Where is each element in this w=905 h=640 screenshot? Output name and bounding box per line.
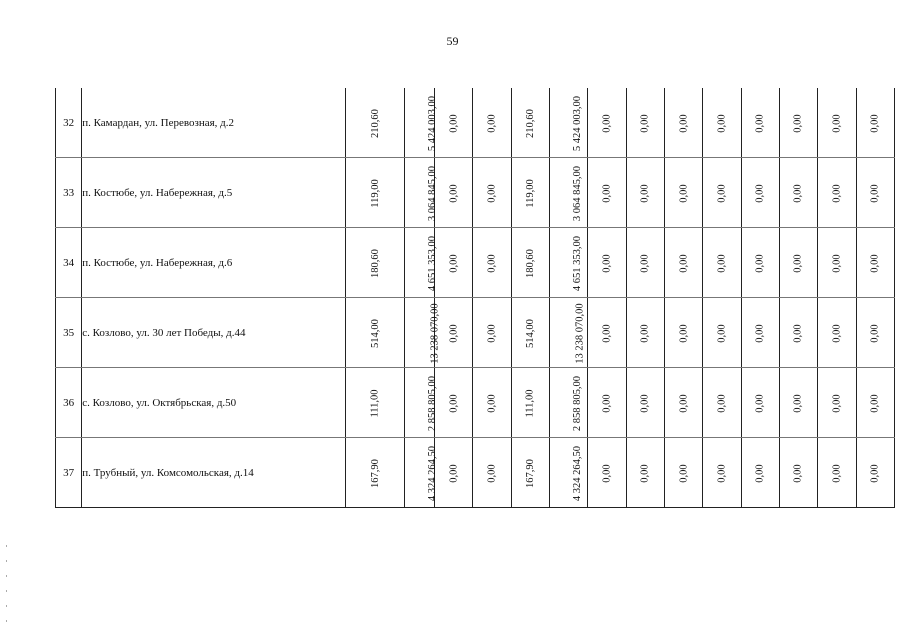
value-text: 0,00 <box>716 253 728 273</box>
value-cell <box>404 88 438 158</box>
value-cell <box>856 298 894 368</box>
value-text: 0,00 <box>831 113 843 133</box>
value-text: 0,00 <box>639 183 651 203</box>
value-cell <box>511 228 549 298</box>
value-cell <box>665 298 703 368</box>
value-text: 111,00 <box>524 388 536 418</box>
value-cell <box>511 298 549 368</box>
value-text: 0,00 <box>793 113 805 133</box>
value-text: 0,00 <box>639 323 651 343</box>
value-text: 0,00 <box>486 323 498 343</box>
value-cell <box>818 438 856 508</box>
value-cell <box>665 228 703 298</box>
value-text: 180,60 <box>369 248 381 278</box>
value-cell <box>626 158 664 228</box>
value-text: 0,00 <box>486 183 498 203</box>
value-cell <box>741 368 779 438</box>
value-cell <box>741 158 779 228</box>
value-text: 0,00 <box>448 253 460 273</box>
value-cell <box>473 368 511 438</box>
value-text: 119,00 <box>524 178 536 208</box>
value-cell <box>626 88 664 158</box>
value-text: 0,00 <box>601 323 613 343</box>
value-text: 3 064 845,00 <box>572 165 584 221</box>
value-text: 0,00 <box>793 393 805 413</box>
table-row <box>56 438 895 508</box>
value-cell <box>435 368 473 438</box>
row-number: 36 <box>56 368 82 438</box>
row-number: 34 <box>56 228 82 298</box>
value-text: 0,00 <box>639 113 651 133</box>
value-cell <box>626 228 664 298</box>
value-cell <box>856 228 894 298</box>
value-cell <box>779 88 817 158</box>
value-cell <box>511 438 549 508</box>
address-cell: п. Трубный, ул. Комсомольская, д.14 <box>82 438 346 508</box>
value-text: 0,00 <box>678 183 690 203</box>
value-cell <box>473 298 511 368</box>
value-text: 5 424 003,00 <box>426 95 438 151</box>
value-text: 0,00 <box>448 323 460 343</box>
table-row <box>56 298 895 368</box>
value-text: 5 424 003,00 <box>572 95 584 151</box>
value-text: 0,00 <box>678 463 690 483</box>
value-cell <box>588 368 626 438</box>
value-text: 3 064 845,00 <box>426 165 438 221</box>
value-cell <box>346 368 404 438</box>
value-cell <box>741 228 779 298</box>
value-cell <box>346 88 404 158</box>
value-text: 0,00 <box>869 463 881 483</box>
value-text: 0,00 <box>754 463 766 483</box>
value-text: 0,00 <box>869 323 881 343</box>
value-text: 119,00 <box>369 178 381 208</box>
address-cell: с. Козлово, ул. 30 лет Победы, д.44 <box>82 298 346 368</box>
value-cell <box>703 438 741 508</box>
value-cell <box>626 438 664 508</box>
row-number: 32 <box>56 88 82 158</box>
value-text: 2 858 805,00 <box>572 375 584 431</box>
value-text: 0,00 <box>831 183 843 203</box>
value-cell <box>550 158 588 228</box>
value-text: 0,00 <box>754 183 766 203</box>
value-text: 0,00 <box>601 253 613 273</box>
value-cell <box>779 438 817 508</box>
value-text: 167,90 <box>369 458 381 488</box>
value-text: 0,00 <box>448 393 460 413</box>
value-text: 13 238 070,00 <box>429 302 441 364</box>
value-cell <box>779 158 817 228</box>
value-cell <box>626 368 664 438</box>
value-cell <box>511 158 549 228</box>
value-text: 0,00 <box>716 113 728 133</box>
value-text: 0,00 <box>869 113 881 133</box>
value-text: 0,00 <box>601 393 613 413</box>
value-cell <box>856 438 894 508</box>
value-text: 0,00 <box>754 113 766 133</box>
value-text: 210,60 <box>524 108 536 138</box>
value-text: 514,00 <box>524 318 536 348</box>
value-cell <box>550 228 588 298</box>
value-cell <box>550 298 588 368</box>
value-cell <box>703 298 741 368</box>
value-cell <box>779 228 817 298</box>
value-text: 0,00 <box>448 183 460 203</box>
value-text: 0,00 <box>601 463 613 483</box>
value-cell <box>511 88 549 158</box>
value-text: 4 651 353,00 <box>426 235 438 291</box>
value-text: 0,00 <box>716 183 728 203</box>
table-row <box>56 88 895 158</box>
value-cell <box>703 88 741 158</box>
value-text: 4 651 353,00 <box>572 235 584 291</box>
value-text: 0,00 <box>754 253 766 273</box>
value-cell <box>856 368 894 438</box>
value-cell <box>588 298 626 368</box>
value-text: 0,00 <box>486 253 498 273</box>
row-number: 37 <box>56 438 82 508</box>
value-text: 0,00 <box>831 463 843 483</box>
value-cell <box>665 158 703 228</box>
value-cell <box>473 158 511 228</box>
value-cell <box>665 88 703 158</box>
value-cell <box>779 298 817 368</box>
scan-artifact <box>6 560 7 562</box>
value-cell <box>741 88 779 158</box>
value-cell <box>404 158 438 228</box>
value-cell <box>435 228 473 298</box>
value-cell <box>741 298 779 368</box>
value-text: 167,90 <box>524 458 536 488</box>
value-cell <box>703 228 741 298</box>
address-cell: п. Камардан, ул. Перевозная, д.2 <box>82 88 346 158</box>
value-cell <box>435 438 473 508</box>
value-text: 0,00 <box>716 393 728 413</box>
value-text: 4 324 264,50 <box>572 445 584 501</box>
value-text: 0,00 <box>793 323 805 343</box>
row-number: 35 <box>56 298 82 368</box>
value-text: 111,00 <box>369 388 381 418</box>
value-cell <box>473 438 511 508</box>
buildings-table <box>55 88 895 508</box>
value-cell <box>779 368 817 438</box>
address-cell: с. Козлово, ул. Октябрьская, д.50 <box>82 368 346 438</box>
value-text: 0,00 <box>754 393 766 413</box>
address-cell: п. Костюбе, ул. Набережная, д.6 <box>82 228 346 298</box>
value-cell <box>435 88 473 158</box>
value-cell <box>346 158 404 228</box>
value-text: 13 238 070,00 <box>574 302 586 364</box>
value-text: 0,00 <box>639 253 651 273</box>
value-cell <box>588 158 626 228</box>
value-cell <box>703 368 741 438</box>
value-cell <box>346 228 404 298</box>
scan-artifact <box>6 605 7 607</box>
value-text: 0,00 <box>869 183 881 203</box>
value-text: 0,00 <box>869 393 881 413</box>
value-text: 4 324 264,50 <box>426 445 438 501</box>
value-cell <box>665 438 703 508</box>
value-cell <box>404 368 438 438</box>
value-cell <box>818 228 856 298</box>
value-cell <box>588 438 626 508</box>
value-cell <box>626 298 664 368</box>
value-cell <box>346 298 404 368</box>
value-cell <box>550 88 588 158</box>
value-text: 0,00 <box>639 463 651 483</box>
table-row <box>56 368 895 438</box>
value-cell <box>550 368 588 438</box>
value-text: 0,00 <box>678 253 690 273</box>
value-text: 180,60 <box>524 248 536 278</box>
value-text: 0,00 <box>754 323 766 343</box>
value-cell <box>404 228 438 298</box>
value-cell <box>511 368 549 438</box>
value-cell <box>588 88 626 158</box>
value-text: 0,00 <box>716 323 728 343</box>
value-text: 2 858 805,00 <box>426 375 438 431</box>
value-cell <box>818 368 856 438</box>
value-cell <box>404 298 441 368</box>
value-cell <box>404 438 438 508</box>
scan-artifact <box>6 620 7 622</box>
value-text: 0,00 <box>639 393 651 413</box>
value-cell <box>818 298 856 368</box>
value-text: 0,00 <box>793 183 805 203</box>
value-text: 0,00 <box>831 393 843 413</box>
value-cell <box>346 438 404 508</box>
scan-artifact <box>6 590 7 592</box>
value-cell <box>665 368 703 438</box>
value-cell <box>856 158 894 228</box>
value-text: 210,60 <box>369 108 381 138</box>
value-text: 0,00 <box>486 463 498 483</box>
table-row <box>56 228 895 298</box>
value-text: 0,00 <box>831 323 843 343</box>
address-cell: п. Костюбе, ул. Набережная, д.5 <box>82 158 346 228</box>
value-text: 0,00 <box>486 113 498 133</box>
value-cell <box>856 88 894 158</box>
scan-artifact <box>6 545 7 547</box>
value-text: 0,00 <box>601 183 613 203</box>
value-cell <box>473 228 511 298</box>
table-row <box>56 158 895 228</box>
scan-artifact <box>6 575 7 577</box>
value-cell <box>435 158 473 228</box>
value-text: 0,00 <box>678 323 690 343</box>
value-text: 0,00 <box>869 253 881 273</box>
value-text: 0,00 <box>793 253 805 273</box>
value-cell <box>741 438 779 508</box>
value-cell <box>818 88 856 158</box>
value-cell <box>550 438 588 508</box>
value-text: 0,00 <box>831 253 843 273</box>
value-cell <box>473 88 511 158</box>
value-text: 514,00 <box>369 318 381 348</box>
value-text: 0,00 <box>678 113 690 133</box>
row-number: 33 <box>56 158 82 228</box>
value-text: 0,00 <box>486 393 498 413</box>
value-cell <box>588 228 626 298</box>
value-text: 0,00 <box>678 393 690 413</box>
table-body <box>56 88 895 508</box>
value-text: 0,00 <box>448 113 460 133</box>
value-cell <box>703 158 741 228</box>
value-text: 0,00 <box>601 113 613 133</box>
value-text: 0,00 <box>793 463 805 483</box>
page-number: 59 <box>446 34 459 48</box>
value-text: 0,00 <box>448 463 460 483</box>
value-cell <box>818 158 856 228</box>
value-text: 0,00 <box>716 463 728 483</box>
